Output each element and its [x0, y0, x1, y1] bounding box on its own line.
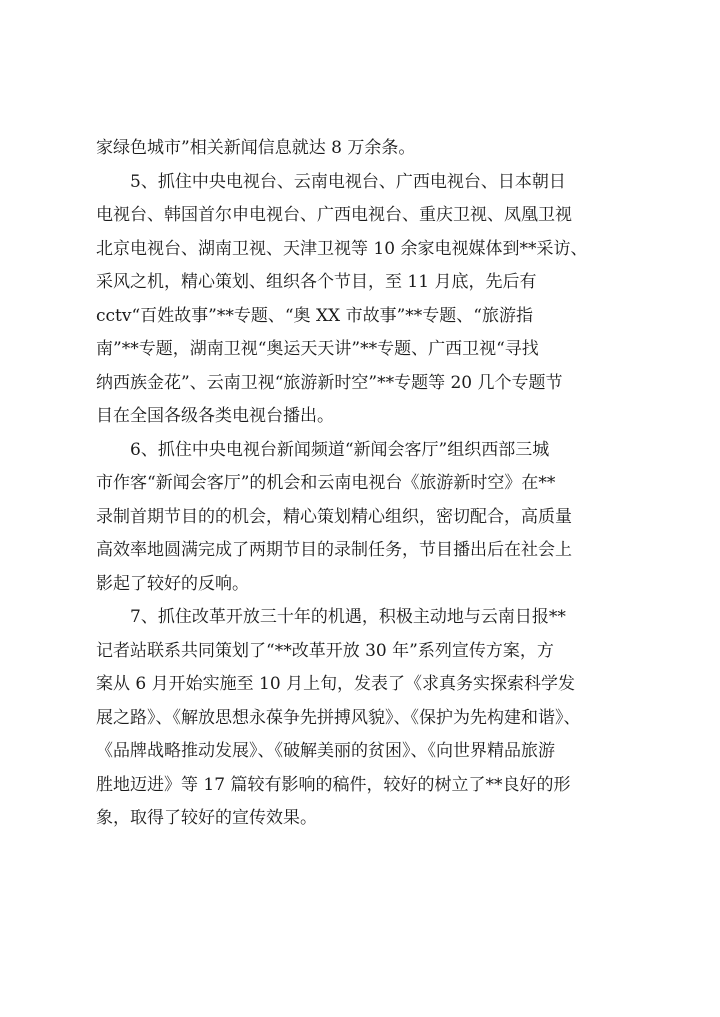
- text-line-7: 南”**专题，湖南卫视“奥运天天讲”**专题、广西卫视“寻找: [96, 339, 539, 359]
- text-line-14: 影起了较好的反响。: [96, 573, 249, 594]
- text-line-1: 家绿色城市”相关新闻信息就达 8 万余条。: [96, 138, 416, 158]
- text-line-21: 象，取得了较好的宣传效果。: [96, 808, 317, 828]
- text-line-16: 记者站联系共同策划了“**改革开放 30 年”系列宣传方案，方: [96, 640, 554, 661]
- text-line-8: 纳西族金花”、云南卫视“旅游新时空”**专题等 20 几个专题节: [96, 372, 563, 393]
- text-line-5: 采风之机，精心策划、组织各个节目，至 11 月底，先后有: [96, 272, 537, 292]
- text-line-9: 目在全国各级各类电视台播出。: [96, 406, 334, 426]
- text-line-18: 展之路》、《解放思想永葆争先拼搏风貌》、《保护为先构建和谐》、: [96, 707, 581, 728]
- paragraph-5-start: 5、抓住中央电视台、云南电视台、广西电视台、日本朝日: [130, 171, 566, 192]
- text-line-19: 《品牌战略推动发展》、《破解美丽的贫困》、《向世界精品旅游: [96, 741, 555, 761]
- body-text: [96, 132, 636, 836]
- text-line-12: 录制首期节目的的机会，精心策划精心组织，密切配合，高质量: [96, 506, 572, 527]
- text-line-11: 市作客“新闻会客厅”的机会和云南电视台《旅游新时空》在**: [96, 473, 556, 493]
- paragraph-6-start: 6、抓住中央电视台新闻频道“新闻会客厅”组织西部三城: [130, 439, 550, 460]
- text-line-6: cctv“百姓故事”**专题、“奥 XX 市故事”**专题、“旅游指: [96, 305, 533, 326]
- text-line-4: 北京电视台、湖南卫视、天津卫视等 10 余家电视媒体到**采访、: [96, 238, 588, 259]
- text-line-20: 胜地迈进》等 17 篇较有影响的稿件，较好的树立了**良好的形: [96, 774, 571, 795]
- paragraph-7-start: 7、抓住改革开放三十年的机遇，积极主动地与云南日报**: [130, 607, 566, 627]
- text-line-13: 高效率地圆满完成了两期节目的录制任务，节目播出后在社会上: [96, 540, 572, 560]
- text-line-3: 电视台、韩国首尔申电视台、广西电视台、重庆卫视、凤凰卫视: [96, 205, 572, 225]
- text-line-17: 案从 6 月开始实施至 10 月上旬，发表了《求真务实探索科学发: [96, 674, 576, 694]
